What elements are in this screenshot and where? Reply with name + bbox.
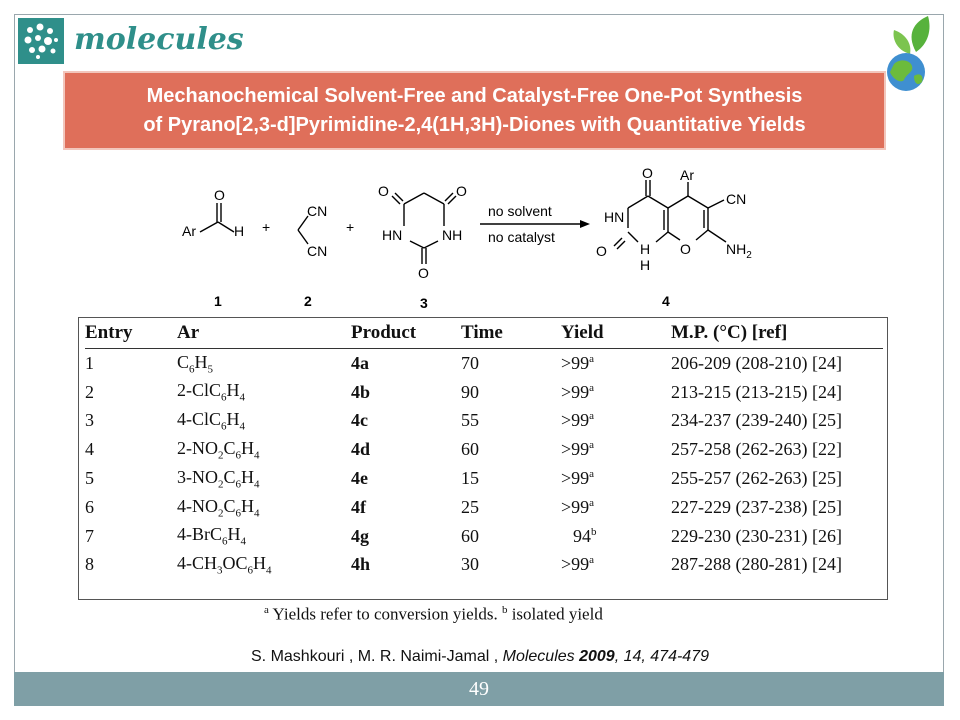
cell-product: 4a [351, 352, 369, 373]
reaction-scheme [170, 168, 790, 318]
header-yield: Yield [561, 318, 671, 349]
scheme-label-3: 3 [420, 295, 428, 311]
cell-time: 60 [461, 439, 479, 460]
yield-value: 94 [573, 525, 591, 546]
scheme-plus-1: + [262, 219, 271, 235]
scheme-n-h: H [640, 257, 651, 273]
cell-entry: 1 [85, 352, 94, 373]
yield-note: a [589, 496, 595, 509]
ar-formula: $2-NO_2C_6H_4$ [177, 437, 260, 462]
cell-yield [561, 522, 671, 551]
cell-entry: 6 [85, 496, 94, 517]
footnote-b-text: isolated yield [507, 604, 603, 624]
footnote-a-text: Yields refer to conversion yields. [268, 604, 502, 624]
table-row [85, 349, 883, 378]
yield-note: b [591, 525, 597, 538]
yield-value: >99 [561, 381, 590, 402]
yield-value: >99 [561, 410, 590, 431]
scheme-cn-2: CN [307, 243, 328, 259]
cell-mp: 257-258 (262-263) [22] [671, 439, 842, 460]
cell-product: 4e [351, 468, 368, 489]
citation [0, 648, 960, 666]
cell-yield [561, 435, 671, 464]
cell-yield [561, 493, 671, 522]
cell-time: 90 [461, 381, 479, 402]
scheme-o-1: O [214, 187, 225, 203]
cell-product: 4g [351, 525, 369, 546]
header-entry: Entry [85, 318, 177, 349]
cell-time: 30 [461, 554, 479, 575]
cell-mp: 287-288 (280-281) [24] [671, 554, 842, 575]
table-footnote [264, 604, 603, 625]
table-row [85, 435, 883, 464]
cell-ar [177, 551, 351, 580]
cell-ar [177, 407, 351, 436]
table-row [85, 407, 883, 436]
cell-entry: 8 [85, 554, 94, 575]
cell-entry: 7 [85, 525, 94, 546]
scheme-condition-2: no catalyst [488, 229, 555, 245]
yield-note: a [589, 352, 595, 365]
cell-time: 15 [461, 468, 479, 489]
cell-mp: 234-237 (239-240) [25] [671, 410, 842, 431]
yield-note: a [589, 381, 595, 394]
yield-note: a [589, 554, 595, 567]
scheme-nh: NH [442, 227, 463, 243]
ar-formula: $4-ClC_6H_4$ [177, 409, 246, 433]
table-row [85, 493, 883, 522]
cell-yield [561, 551, 671, 580]
citation-journal: Molecules [502, 648, 575, 665]
results-table-box [78, 317, 888, 600]
scheme-label-4: 4 [662, 293, 670, 309]
ar-formula: $3-NO_2C_6H_4$ [177, 466, 260, 491]
scheme-o-7: O [680, 241, 691, 257]
cell-mp: 227-229 (237-238) [25] [671, 496, 842, 517]
footnote-b-mark: b [501, 604, 508, 616]
slide-title [63, 71, 886, 150]
table-row [85, 464, 883, 493]
yield-note: a [589, 410, 595, 423]
journal-name: molecules [74, 22, 244, 57]
scheme-ar-1: Ar [182, 223, 196, 239]
ar-formula: $2-ClC_6H_4$ [177, 380, 246, 404]
cell-product: 4b [351, 381, 371, 402]
citation-year: 2009 [579, 648, 615, 665]
footnote-a-mark: a [264, 604, 269, 616]
cell-product: 4c [351, 410, 368, 431]
scheme-cn-1: CN [307, 203, 328, 219]
cell-product: 4f [351, 496, 366, 517]
scheme-plus-2: + [346, 219, 355, 235]
page-number: 49 [469, 678, 489, 700]
molecules-logo-icon [18, 18, 64, 64]
scheme-nh2: $NH_2$ [726, 241, 752, 261]
ar-formula: $4-NO_2C_6H_4$ [177, 495, 260, 520]
header-mp: M.P. (°C) [ref] [671, 318, 883, 349]
cell-time: 70 [461, 352, 479, 373]
ar-formula: $C_6H_5$ [177, 351, 214, 376]
ar-formula: $4-BrC_6H_4$ [177, 524, 247, 548]
cell-yield [561, 378, 671, 407]
cell-mp: 213-215 (213-215) [24] [671, 381, 842, 402]
scheme-o-5: O [642, 168, 653, 181]
cell-yield [561, 407, 671, 436]
title-line-2: of Pyrano[2,3-d]Pyrimidine-2,4(1H,3H)-Diones with Quantitative Yields [143, 114, 806, 136]
scheme-o-2: O [378, 183, 389, 199]
table-row [85, 378, 883, 407]
cell-mp: 206-209 (208-210) [24] [671, 352, 842, 373]
header-time: Time [461, 318, 561, 349]
cell-entry: 3 [85, 410, 94, 431]
cell-product: 4d [351, 439, 371, 460]
table-row [85, 551, 883, 580]
cell-ar [177, 493, 351, 522]
yield-value: >99 [561, 439, 590, 460]
cell-yield [561, 464, 671, 493]
scheme-cn-3: CN [726, 191, 747, 207]
header-product: Product [351, 318, 461, 349]
cell-time: 25 [461, 496, 479, 517]
yield-value: >99 [561, 352, 590, 373]
header-ar: Ar [177, 318, 351, 349]
yield-value: >99 [561, 496, 590, 517]
scheme-ar-2: Ar [680, 168, 694, 183]
title-line-1: Mechanochemical Solvent-Free and Catalyst-Free One-Pot Synthesis [146, 85, 803, 107]
cell-ar [177, 435, 351, 464]
scheme-h: H [234, 223, 245, 239]
cell-ar [177, 464, 351, 493]
yield-value: >99 [561, 468, 590, 489]
cell-time: 60 [461, 525, 479, 546]
yield-note: a [589, 439, 595, 452]
footer-bar [14, 672, 944, 706]
yield-note: a [589, 468, 595, 481]
table-header-row [85, 318, 883, 349]
ar-formula: $4-CH_3OC_6H_4$ [177, 553, 272, 577]
scheme-label-2: 2 [304, 293, 312, 309]
scheme-o-3: O [456, 183, 467, 199]
cell-ar [177, 522, 351, 551]
cell-entry: 2 [85, 381, 94, 402]
scheme-condition-1: no solvent [488, 203, 552, 219]
cell-entry: 5 [85, 468, 94, 489]
cell-entry: 4 [85, 439, 94, 460]
scheme-hn-2: HN [604, 209, 625, 225]
cell-mp: 255-257 (262-263) [25] [671, 468, 842, 489]
cell-ar [177, 349, 351, 378]
scheme-o-6: O [596, 243, 607, 259]
cell-mp: 229-230 (230-231) [26] [671, 525, 842, 546]
cell-ar [177, 378, 351, 407]
citation-volume: , 14, 474-479 [614, 648, 709, 665]
scheme-n: H [640, 241, 651, 257]
scheme-hn: HN [382, 227, 403, 243]
cell-yield [561, 349, 671, 378]
scheme-label-1: 1 [214, 293, 222, 309]
yield-value: >99 [561, 554, 590, 575]
table-row [85, 522, 883, 551]
cell-product: 4h [351, 554, 371, 575]
citation-authors: S. Mashkouri , M. R. Naimi-Jamal , [251, 648, 503, 665]
results-table [85, 318, 883, 579]
cell-time: 55 [461, 410, 479, 431]
scheme-o-4: O [418, 265, 429, 281]
